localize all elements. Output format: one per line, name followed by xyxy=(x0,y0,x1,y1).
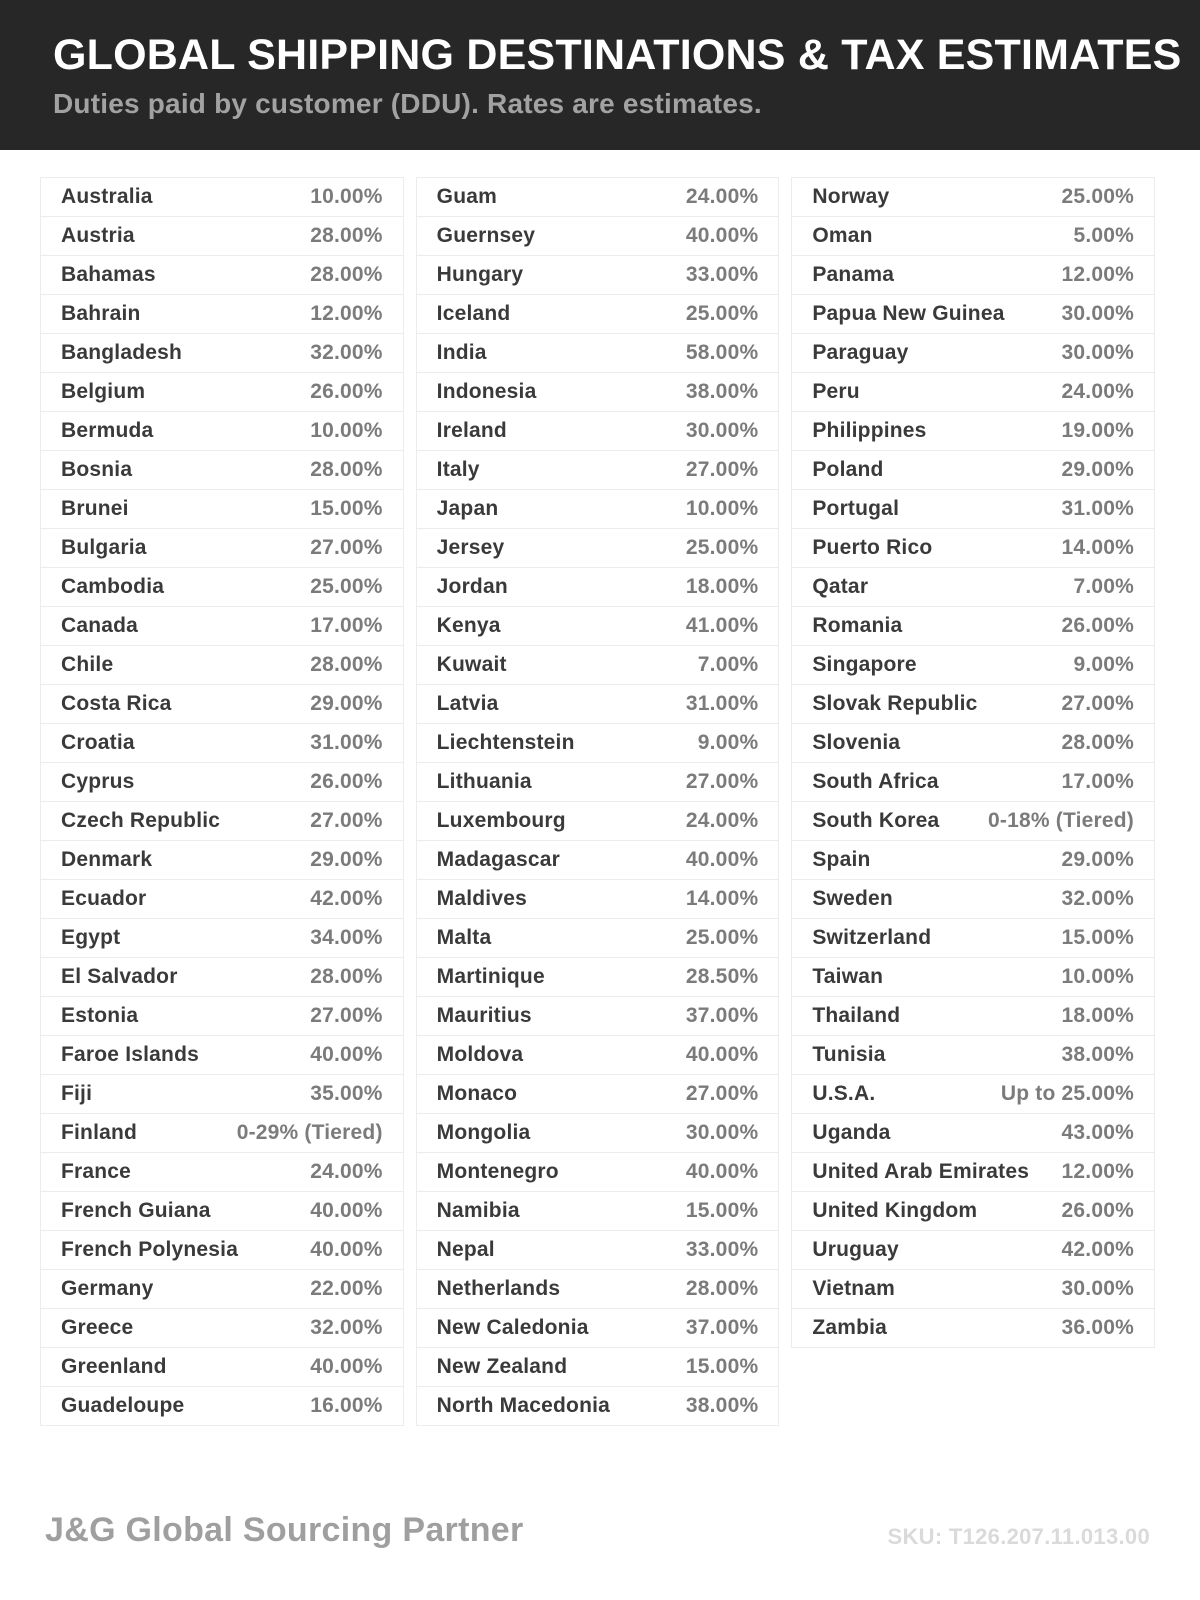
country-label: U.S.A. xyxy=(812,1082,876,1105)
country-label: Italy xyxy=(436,458,480,481)
country-label: South Africa xyxy=(812,770,939,793)
rate-value: 28.00% xyxy=(310,224,383,247)
rate-value: 32.00% xyxy=(1061,887,1134,910)
country-label: Denmark xyxy=(61,848,153,871)
rate-value: 30.00% xyxy=(685,419,759,442)
footer xyxy=(0,1511,1200,1550)
rate-value: 10.00% xyxy=(310,185,383,208)
country-label: El Salvador xyxy=(61,965,178,988)
country-label: Greenland xyxy=(61,1355,167,1378)
rate-value: 12.00% xyxy=(1061,1160,1134,1183)
rate-value: 37.00% xyxy=(685,1316,759,1339)
country-label: Bulgaria xyxy=(61,536,147,559)
country-label: United Kingdom xyxy=(812,1199,978,1222)
rate-row xyxy=(40,1347,404,1387)
rate-value: 7.00% xyxy=(697,653,759,676)
country-label: Latvia xyxy=(436,692,499,715)
country-label: United Arab Emirates xyxy=(812,1160,1030,1183)
rate-value: 9.00% xyxy=(697,731,759,754)
rate-value: 38.00% xyxy=(685,380,759,403)
country-label: Czech Republic xyxy=(61,809,221,832)
country-label: Namibia xyxy=(436,1199,520,1222)
rate-value: 15.00% xyxy=(685,1355,759,1378)
rate-value: 30.00% xyxy=(1061,341,1134,364)
country-label: Vietnam xyxy=(812,1277,896,1300)
rate-value: 14.00% xyxy=(685,887,759,910)
rate-row xyxy=(791,801,1155,841)
rate-value: 12.00% xyxy=(1061,263,1134,286)
country-label: Puerto Rico xyxy=(812,536,933,559)
rate-row xyxy=(40,1386,404,1426)
rate-value: 33.00% xyxy=(685,263,759,286)
rate-row xyxy=(416,372,780,412)
rate-value: 28.00% xyxy=(310,458,383,481)
country-label: Singapore xyxy=(812,653,917,676)
rate-value: 32.00% xyxy=(310,341,383,364)
page-subtitle: Duties paid by customer (DDU). Rates are estimates. xyxy=(53,87,762,119)
rate-row xyxy=(791,1308,1155,1348)
rate-value: 18.00% xyxy=(1061,1004,1134,1027)
rate-value: 41.00% xyxy=(685,614,759,637)
country-label: Slovak Republic xyxy=(812,692,978,715)
country-label: Fiji xyxy=(61,1082,93,1105)
country-label: Mauritius xyxy=(436,1004,532,1027)
country-label: Lithuania xyxy=(436,770,532,793)
country-label: Uganda xyxy=(812,1121,891,1144)
rate-row xyxy=(791,372,1155,412)
rate-row xyxy=(40,918,404,958)
country-label: North Macedonia xyxy=(436,1394,611,1417)
rate-row xyxy=(40,333,404,373)
rate-row xyxy=(791,957,1155,997)
rate-row xyxy=(40,996,404,1036)
rate-row xyxy=(416,723,780,763)
rate-row xyxy=(791,1074,1155,1114)
country-label: Kuwait xyxy=(436,653,507,676)
rate-row xyxy=(416,1308,780,1348)
rate-value: 40.00% xyxy=(685,224,759,247)
country-label: Egypt xyxy=(61,926,121,949)
country-label: Faroe Islands xyxy=(61,1043,199,1066)
country-label: Portugal xyxy=(812,497,900,520)
country-label: Montenegro xyxy=(436,1160,559,1183)
rate-row xyxy=(40,411,404,451)
rate-value: 40.00% xyxy=(310,1238,383,1261)
country-label: Japan xyxy=(436,497,499,520)
rate-row xyxy=(791,1230,1155,1270)
rate-value: 34.00% xyxy=(310,926,383,949)
rate-value: 29.00% xyxy=(1061,458,1134,481)
rate-row xyxy=(416,645,780,685)
rate-row xyxy=(416,489,780,529)
rate-row xyxy=(416,918,780,958)
rate-row xyxy=(791,879,1155,919)
rate-value: 26.00% xyxy=(310,770,383,793)
rate-row xyxy=(791,762,1155,802)
country-label: Finland xyxy=(61,1121,138,1144)
rate-value: 26.00% xyxy=(1061,1199,1134,1222)
rate-value: 27.00% xyxy=(310,1004,383,1027)
country-label: India xyxy=(436,341,487,364)
country-label: Croatia xyxy=(61,731,135,754)
country-label: Netherlands xyxy=(436,1277,561,1300)
country-label: Paraguay xyxy=(812,341,909,364)
country-label: Taiwan xyxy=(812,965,884,988)
rate-row xyxy=(40,1113,404,1153)
country-label: Sweden xyxy=(812,887,893,910)
rate-row xyxy=(791,177,1155,217)
country-label: Poland xyxy=(812,458,884,481)
rate-value: 0-18% (Tiered) xyxy=(988,809,1134,832)
rate-row xyxy=(416,1386,780,1426)
country-label: Zambia xyxy=(812,1316,888,1339)
rate-value: 0-29% (Tiered) xyxy=(236,1121,383,1144)
rate-value: 35.00% xyxy=(310,1082,383,1105)
rate-row xyxy=(416,996,780,1036)
rate-value: 27.00% xyxy=(685,1082,759,1105)
rate-row xyxy=(791,216,1155,256)
country-label: Ecuador xyxy=(61,887,147,910)
rate-value: 30.00% xyxy=(1061,1277,1134,1300)
rate-row xyxy=(40,840,404,880)
rate-row xyxy=(416,1152,780,1192)
rate-value: 40.00% xyxy=(685,1160,759,1183)
country-label: Tunisia xyxy=(812,1043,886,1066)
rate-value: 40.00% xyxy=(310,1355,383,1378)
country-label: Brunei xyxy=(61,497,129,520)
country-label: Maldives xyxy=(436,887,527,910)
rate-row xyxy=(416,1347,780,1387)
rate-value: 36.00% xyxy=(1061,1316,1134,1339)
country-label: Papua New Guinea xyxy=(812,302,1005,325)
rate-row xyxy=(791,1152,1155,1192)
rate-value: 32.00% xyxy=(310,1316,383,1339)
country-label: Bosnia xyxy=(61,458,133,481)
rate-value: 31.00% xyxy=(1061,497,1134,520)
rate-row xyxy=(416,411,780,451)
rate-value: 27.00% xyxy=(685,458,759,481)
rate-row xyxy=(416,333,780,373)
rate-value: 28.50% xyxy=(685,965,759,988)
country-label: French Guiana xyxy=(61,1199,211,1222)
rate-row xyxy=(40,1074,404,1114)
country-label: Nepal xyxy=(436,1238,495,1261)
rate-value: 28.00% xyxy=(310,653,383,676)
rate-value: 30.00% xyxy=(685,1121,759,1144)
country-label: Guadeloupe xyxy=(61,1394,185,1417)
rate-row xyxy=(791,411,1155,451)
rate-row xyxy=(40,255,404,295)
rates-column-3 xyxy=(791,178,1155,1348)
rate-value: 40.00% xyxy=(685,1043,759,1066)
rate-row xyxy=(791,489,1155,529)
rate-row xyxy=(416,1191,780,1231)
country-label: Costa Rica xyxy=(61,692,172,715)
rate-row xyxy=(40,684,404,724)
rate-value: 29.00% xyxy=(1061,848,1134,871)
rate-row xyxy=(40,957,404,997)
country-label: Bermuda xyxy=(61,419,154,442)
rate-row xyxy=(40,1152,404,1192)
country-label: Cambodia xyxy=(61,575,165,598)
rate-row xyxy=(40,1269,404,1309)
rates-column-1 xyxy=(40,178,404,1426)
rate-row xyxy=(40,216,404,256)
rate-value: 19.00% xyxy=(1061,419,1134,442)
country-label: Malta xyxy=(436,926,492,949)
rate-row xyxy=(416,255,780,295)
country-label: Philippines xyxy=(812,419,927,442)
rate-value: 26.00% xyxy=(310,380,383,403)
country-label: France xyxy=(61,1160,132,1183)
rate-value: 17.00% xyxy=(1061,770,1134,793)
rate-row xyxy=(791,723,1155,763)
rate-row xyxy=(791,645,1155,685)
rate-value: 33.00% xyxy=(685,1238,759,1261)
rate-row xyxy=(791,1191,1155,1231)
rate-value: 40.00% xyxy=(685,848,759,871)
country-label: Spain xyxy=(812,848,871,871)
rate-row xyxy=(40,1191,404,1231)
country-label: Guam xyxy=(436,185,497,208)
rate-value: 29.00% xyxy=(310,848,383,871)
rate-row xyxy=(791,450,1155,490)
sku-label: SKU: T126.207.11.013.00 xyxy=(887,1524,1150,1549)
header-banner xyxy=(0,0,1200,150)
rate-row xyxy=(416,1035,780,1075)
rate-value: 10.00% xyxy=(310,419,383,442)
country-label: French Polynesia xyxy=(61,1238,239,1261)
rate-row xyxy=(40,567,404,607)
rate-value: 58.00% xyxy=(685,341,759,364)
country-label: Bahrain xyxy=(61,302,141,325)
country-label: Madagascar xyxy=(436,848,561,871)
country-label: Jersey xyxy=(436,536,505,559)
rate-value: 25.00% xyxy=(685,302,759,325)
country-label: Norway xyxy=(812,185,890,208)
rate-value: 42.00% xyxy=(1061,1238,1134,1261)
rate-value: 17.00% xyxy=(310,614,383,637)
rate-row xyxy=(416,450,780,490)
rate-value: 5.00% xyxy=(1073,224,1134,247)
rate-value: 38.00% xyxy=(685,1394,759,1417)
country-label: Martinique xyxy=(436,965,545,988)
country-label: Austria xyxy=(61,224,135,247)
country-label: New Zealand xyxy=(436,1355,568,1378)
rate-row xyxy=(791,840,1155,880)
rate-value: 24.00% xyxy=(310,1160,383,1183)
country-label: Panama xyxy=(812,263,895,286)
rate-value: 24.00% xyxy=(1061,380,1134,403)
rate-value: 43.00% xyxy=(1061,1121,1134,1144)
brand-name: J&G Global Sourcing Partner xyxy=(45,1511,524,1549)
rate-value: 26.00% xyxy=(1061,614,1134,637)
rate-value: 15.00% xyxy=(685,1199,759,1222)
rate-row xyxy=(416,957,780,997)
rate-row xyxy=(416,528,780,568)
rates-table xyxy=(0,150,1200,1426)
rate-value: Up to 25.00% xyxy=(1000,1082,1134,1105)
country-label: Oman xyxy=(812,224,873,247)
rate-value: 27.00% xyxy=(1061,692,1134,715)
page-title: GLOBAL SHIPPING DESTINATIONS & TAX ESTIMATES xyxy=(53,30,1182,79)
rate-row xyxy=(40,528,404,568)
rate-value: 14.00% xyxy=(1061,536,1134,559)
rate-value: 29.00% xyxy=(310,692,383,715)
country-label: Liechtenstein xyxy=(436,731,575,754)
country-label: Monaco xyxy=(436,1082,518,1105)
country-label: Ireland xyxy=(436,419,507,442)
rate-value: 31.00% xyxy=(310,731,383,754)
rate-value: 28.00% xyxy=(310,263,383,286)
rate-value: 28.00% xyxy=(685,1277,759,1300)
rate-row xyxy=(40,489,404,529)
country-label: Germany xyxy=(61,1277,154,1300)
rate-row xyxy=(40,372,404,412)
rate-row xyxy=(40,801,404,841)
country-label: Thailand xyxy=(812,1004,901,1027)
country-label: South Korea xyxy=(812,809,940,832)
rate-value: 42.00% xyxy=(310,887,383,910)
rate-value: 22.00% xyxy=(310,1277,383,1300)
rate-row xyxy=(791,606,1155,646)
country-label: Moldova xyxy=(436,1043,524,1066)
rate-row xyxy=(416,567,780,607)
rate-value: 24.00% xyxy=(685,809,759,832)
rate-row xyxy=(40,723,404,763)
rate-value: 15.00% xyxy=(1061,926,1134,949)
rate-row xyxy=(791,255,1155,295)
rate-row xyxy=(416,762,780,802)
rate-row xyxy=(416,684,780,724)
country-label: Romania xyxy=(812,614,903,637)
rate-row xyxy=(40,1035,404,1075)
country-label: Cyprus xyxy=(61,770,135,793)
country-label: Australia xyxy=(61,185,153,208)
rate-value: 25.00% xyxy=(685,536,759,559)
country-label: Bahamas xyxy=(61,263,156,286)
rate-row xyxy=(791,1269,1155,1309)
rate-value: 27.00% xyxy=(685,770,759,793)
rate-value: 16.00% xyxy=(310,1394,383,1417)
country-label: New Caledonia xyxy=(436,1316,589,1339)
rate-row xyxy=(40,606,404,646)
rate-value: 25.00% xyxy=(1061,185,1134,208)
rate-value: 30.00% xyxy=(1061,302,1134,325)
country-label: Bangladesh xyxy=(61,341,183,364)
rate-row xyxy=(40,177,404,217)
rate-value: 24.00% xyxy=(685,185,759,208)
rate-row xyxy=(791,294,1155,334)
rate-value: 38.00% xyxy=(1061,1043,1134,1066)
rate-value: 12.00% xyxy=(310,302,383,325)
rate-row xyxy=(416,1113,780,1153)
country-label: Canada xyxy=(61,614,139,637)
rate-row xyxy=(40,645,404,685)
rate-value: 27.00% xyxy=(310,809,383,832)
country-label: Kenya xyxy=(436,614,501,637)
rate-value: 27.00% xyxy=(310,536,383,559)
rate-row xyxy=(416,840,780,880)
country-label: Switzerland xyxy=(812,926,932,949)
rate-value: 25.00% xyxy=(310,575,383,598)
country-label: Slovenia xyxy=(812,731,901,754)
rate-row xyxy=(416,177,780,217)
country-label: Mongolia xyxy=(436,1121,531,1144)
rate-value: 7.00% xyxy=(1073,575,1134,598)
country-label: Guernsey xyxy=(436,224,536,247)
rate-value: 31.00% xyxy=(685,692,759,715)
rate-row xyxy=(791,567,1155,607)
country-label: Indonesia xyxy=(436,380,537,403)
rate-row xyxy=(40,294,404,334)
rate-row xyxy=(416,294,780,334)
rate-value: 28.00% xyxy=(1061,731,1134,754)
rate-row xyxy=(416,801,780,841)
rate-row xyxy=(791,996,1155,1036)
country-label: Jordan xyxy=(436,575,508,598)
country-label: Belgium xyxy=(61,380,146,403)
rates-column-2 xyxy=(416,178,780,1426)
rate-value: 10.00% xyxy=(685,497,759,520)
country-label: Hungary xyxy=(436,263,524,286)
country-label: Luxembourg xyxy=(436,809,566,832)
rate-value: 18.00% xyxy=(685,575,759,598)
rate-row xyxy=(791,1035,1155,1075)
rate-value: 15.00% xyxy=(310,497,383,520)
rate-value: 9.00% xyxy=(1073,653,1134,676)
rate-value: 28.00% xyxy=(310,965,383,988)
rate-row xyxy=(40,450,404,490)
rate-value: 40.00% xyxy=(310,1043,383,1066)
country-label: Uruguay xyxy=(812,1238,899,1261)
rate-row xyxy=(791,918,1155,958)
rate-value: 40.00% xyxy=(310,1199,383,1222)
rate-row xyxy=(40,1308,404,1348)
rate-row xyxy=(791,1113,1155,1153)
rate-row xyxy=(791,528,1155,568)
country-label: Greece xyxy=(61,1316,134,1339)
rate-row xyxy=(416,606,780,646)
rate-row xyxy=(40,1230,404,1270)
country-label: Estonia xyxy=(61,1004,139,1027)
country-label: Chile xyxy=(61,653,114,676)
rate-row xyxy=(791,684,1155,724)
rate-row xyxy=(416,1269,780,1309)
country-label: Qatar xyxy=(812,575,869,598)
rate-row xyxy=(40,762,404,802)
country-label: Peru xyxy=(812,380,860,403)
country-label: Iceland xyxy=(436,302,511,325)
rate-value: 25.00% xyxy=(685,926,759,949)
rate-row xyxy=(416,216,780,256)
rate-row xyxy=(416,1230,780,1270)
rate-row xyxy=(791,333,1155,373)
rate-row xyxy=(416,879,780,919)
rate-value: 10.00% xyxy=(1061,965,1134,988)
rate-row xyxy=(416,1074,780,1114)
rate-value: 37.00% xyxy=(685,1004,759,1027)
rate-row xyxy=(40,879,404,919)
